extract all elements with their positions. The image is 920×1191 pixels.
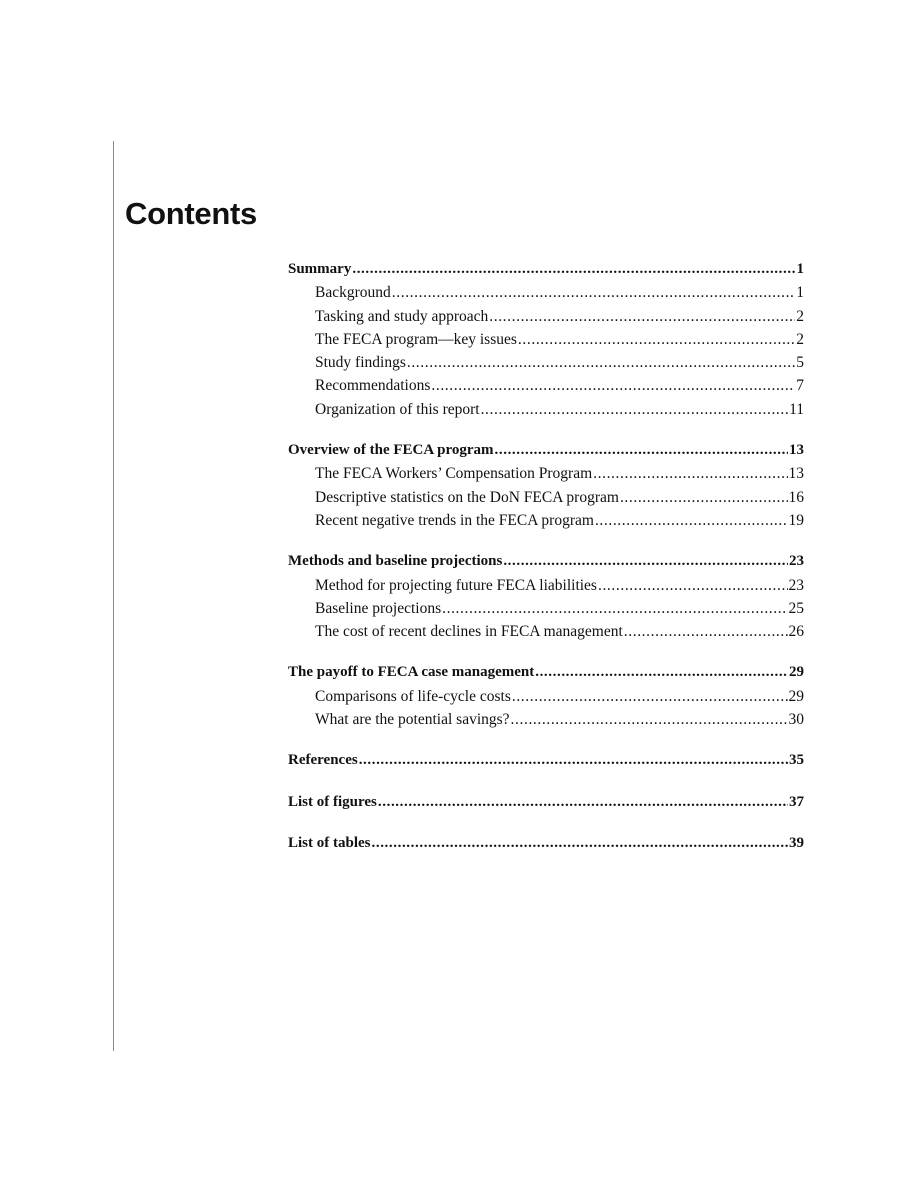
toc-heading-title: Summary — [288, 261, 352, 277]
toc-section-list-of-figures — [288, 791, 804, 814]
dot-leader — [598, 574, 788, 597]
toc-page-number: 23 — [788, 576, 804, 594]
toc-heading[interactable] — [288, 749, 804, 772]
toc-section-summary — [288, 258, 804, 421]
dot-leader — [503, 550, 788, 573]
dot-leader — [535, 661, 788, 684]
page-title: Contents — [125, 196, 257, 231]
dot-leader — [595, 509, 788, 532]
dot-leader — [431, 374, 795, 397]
toc-page-number: 29 — [788, 687, 804, 705]
toc-entry[interactable] — [288, 398, 804, 421]
toc-page-number: 29 — [789, 664, 804, 681]
toc-page-number: 25 — [788, 599, 804, 617]
toc-heading[interactable] — [288, 258, 804, 281]
toc-entry-title: Baseline projections — [315, 599, 442, 617]
dot-leader — [512, 685, 788, 708]
toc-page-number: 39 — [789, 834, 804, 851]
toc-page-number: 2 — [796, 330, 804, 348]
toc-entry-title: Background — [315, 284, 391, 302]
toc-entry-title: Descriptive statistics on the DoN FECA program — [315, 488, 619, 506]
toc-page-number: 1 — [796, 261, 804, 277]
toc-heading-title: Overview of the FECA program — [288, 442, 494, 459]
toc-page-number: 37 — [789, 793, 804, 810]
dot-leader — [378, 791, 788, 814]
toc-entry[interactable] — [288, 509, 804, 532]
toc-page-number: 26 — [788, 623, 804, 641]
dot-leader — [442, 597, 787, 620]
toc-heading[interactable] — [288, 661, 804, 684]
toc-heading-title: References — [288, 752, 358, 769]
toc-heading[interactable] — [288, 832, 804, 855]
toc-entry[interactable] — [288, 328, 804, 351]
toc-page-number: 19 — [788, 511, 804, 529]
toc-entry-title: Recent negative trends in the FECA program — [315, 511, 594, 529]
toc-entry[interactable] — [288, 486, 804, 509]
toc-entry-title: Study findings — [315, 354, 406, 372]
toc-section-references — [288, 749, 804, 772]
toc-entry-title: The FECA program—key issues — [315, 330, 517, 348]
toc-page-number: 23 — [789, 553, 804, 570]
margin-rule — [113, 141, 114, 1051]
toc-entry[interactable] — [288, 351, 804, 374]
toc-entry[interactable] — [288, 597, 804, 620]
toc-entry-title: Method for projecting future FECA liabilities — [315, 576, 597, 594]
dot-leader — [518, 328, 795, 351]
toc-entry[interactable] — [288, 574, 804, 597]
toc-heading[interactable] — [288, 791, 804, 814]
toc-heading-title: The payoff to FECA case management — [288, 664, 535, 681]
toc-page-number: 2 — [796, 307, 804, 325]
dot-leader — [620, 486, 788, 509]
dot-leader — [624, 620, 788, 643]
toc-heading[interactable] — [288, 550, 804, 573]
dot-leader — [359, 749, 788, 772]
table-of-contents — [288, 258, 804, 873]
toc-entry[interactable] — [288, 281, 804, 304]
toc-heading[interactable] — [288, 439, 804, 462]
toc-page-number: 13 — [789, 442, 804, 459]
toc-entry[interactable] — [288, 685, 804, 708]
toc-page-number: 7 — [796, 377, 804, 395]
dot-leader — [352, 258, 795, 281]
toc-entry-title: The FECA Workers’ Compensation Program — [315, 465, 593, 483]
dot-leader — [495, 439, 788, 462]
toc-entry[interactable] — [288, 620, 804, 643]
toc-entry-title: Organization of this report — [315, 400, 480, 418]
toc-entry[interactable] — [288, 462, 804, 485]
toc-entry[interactable] — [288, 708, 804, 731]
toc-page-number: 35 — [789, 752, 804, 769]
toc-page-number: 13 — [788, 465, 804, 483]
toc-entry-title: Recommendations — [315, 377, 431, 395]
toc-section-overview — [288, 439, 804, 532]
toc-section-methods — [288, 550, 804, 643]
toc-page-number: 16 — [788, 488, 804, 506]
dot-leader — [593, 462, 787, 485]
dot-leader — [392, 281, 795, 304]
toc-entry-title: Comparisons of life-cycle costs — [315, 687, 511, 705]
toc-heading-title: List of tables — [288, 834, 371, 851]
toc-entry-title: The cost of recent declines in FECA management — [315, 623, 623, 641]
dot-leader — [372, 832, 789, 855]
toc-page-number: 11 — [789, 400, 804, 418]
toc-section-payoff — [288, 661, 804, 731]
toc-page-number: 30 — [788, 711, 804, 729]
toc-page-number: 5 — [796, 354, 804, 372]
dot-leader — [511, 708, 788, 731]
toc-page-number: 1 — [796, 284, 804, 302]
dot-leader — [489, 305, 795, 328]
toc-entry[interactable] — [288, 374, 804, 397]
dot-leader — [407, 351, 795, 374]
toc-entry[interactable] — [288, 305, 804, 328]
dot-leader — [481, 398, 788, 421]
toc-heading-title: List of figures — [288, 793, 377, 810]
toc-entry-title: Tasking and study approach — [315, 307, 489, 325]
toc-section-list-of-tables — [288, 832, 804, 855]
toc-entry-title: What are the potential savings? — [315, 711, 510, 729]
toc-heading-title: Methods and baseline projections — [288, 553, 503, 570]
